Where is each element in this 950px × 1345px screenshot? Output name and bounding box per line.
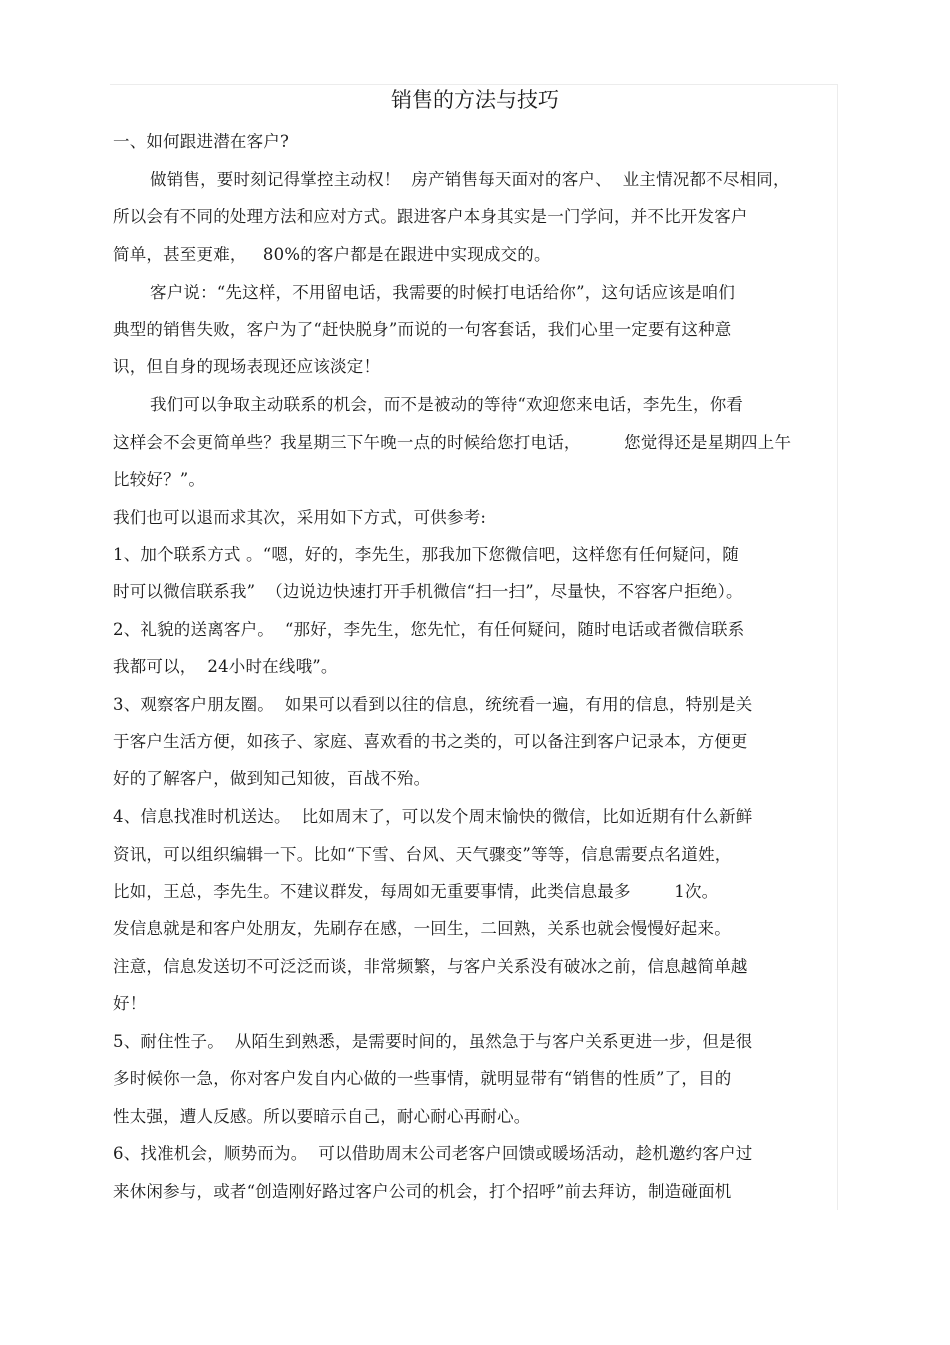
- paragraph-line: 做销售，要时刻记得掌控主动权！ 房产销售每天面对的客户、 业主情况都不尽相同，: [150, 170, 790, 189]
- paragraph-line: 所以会有不同的处理方法和应对方式。跟进客户本身其实是一门学问，并不比开发客户: [113, 207, 748, 226]
- list-item-line: 多时候你一急，你对客户发自内心做的一些事情，就明显带有“销售的性质”了，目的: [113, 1069, 732, 1088]
- list-item-line: 4、信息找准时机送达。 比如周末了，可以发个周末愉快的微信，比如近期有什么新鲜: [113, 807, 753, 826]
- paragraph-line: 典型的销售失败，客户为了“赶快脱身”而说的一句客套话，我们心里一定要有这种意: [113, 320, 732, 339]
- list-item-line: 发信息就是和客户处朋友，先刷存在感，一回生，二回熟，关系也就会慢慢好起来。: [113, 919, 731, 938]
- paragraph-line: 简单，甚至更难， 80%的客户都是在跟进中实现成交的。: [113, 245, 551, 264]
- paragraph-line: 比较好？”。: [113, 470, 206, 489]
- list-item-line: 性太强，遭人反感。所以要暗示自己，耐心耐心再耐心。: [113, 1107, 531, 1126]
- list-item-line: 3、观察客户朋友圈。 如果可以看到以往的信息，统统看一遍，有用的信息，特别是关: [113, 695, 753, 714]
- list-item-line: 好的了解客户，做到知己知彼，百战不殆。: [113, 769, 431, 788]
- paragraph-line: 识，但自身的现场表现还应该淡定！: [113, 357, 381, 376]
- section-heading: 一、如何跟进潜在客户?: [113, 132, 290, 151]
- paragraph-line: 客户说：“先这样，不用留电话，我需要的时候打电话给你”，这句话应该是咱们: [150, 283, 736, 302]
- list-item-line: 资讯，可以组织编辑一下。比如“下雪、台风、天气骤变”等等，信息需要点名道姓，: [113, 845, 732, 864]
- list-item-line: 5、耐住性子。 从陌生到熟悉，是需要时间的，虽然急于与客户关系更进一步，但是很: [113, 1032, 753, 1051]
- paragraph-line: 我们可以争取主动联系的机会，而不是被动的等待“欢迎您来电话，李先生，你看: [150, 395, 744, 414]
- list-item-line: 来休闲参与，或者“创造刚好路过客户公司的机会，打个招呼”前去拜访，制造碰面机: [113, 1182, 732, 1201]
- list-item-line: 1、加个联系方式 。“嗯，好的，李先生，那我加下您微信吧，这样您有任何疑问，随: [113, 545, 739, 564]
- list-item-line: 2、礼貌的送离客户。 “那好，李先生，您先忙，有任何疑问，随时电话或者微信联系: [113, 620, 745, 639]
- page-border-right: [837, 84, 838, 1210]
- list-item-line: 我都可以， 24小时在线哦”。: [113, 657, 338, 676]
- list-item-line: 时可以微信联系我” （边说边快速打开手机微信“扫一扫”，尽量快，不容客户拒绝）。: [113, 582, 743, 601]
- list-item-line: 于客户生活方便，如孩子、家庭、喜欢看的书之类的，可以备注到客户记录本，方便更: [113, 732, 748, 751]
- list-item-line: 比如，王总，李先生。不建议群发，每周如无重要事情，此类信息最多 1次。: [113, 882, 719, 901]
- document-title: 销售的方法与技巧: [391, 88, 559, 112]
- paragraph-line: 这样会不会更简单些？我星期三下午晚一点的时候给您打电话， 您觉得还是星期四上午: [113, 433, 792, 452]
- list-item-line: 好！: [113, 994, 147, 1013]
- list-item-line: 注意，信息发送切不可泛泛而谈，非常频繁，与客户关系没有破冰之前，信息越简单越: [113, 957, 748, 976]
- paragraph-line: 我们也可以退而求其次，采用如下方式，可供参考:: [113, 508, 487, 527]
- list-item-line: 6、找准机会，顺势而为。 可以借助周末公司老客户回馈或暖场活动，趁机邀约客户过: [113, 1144, 753, 1163]
